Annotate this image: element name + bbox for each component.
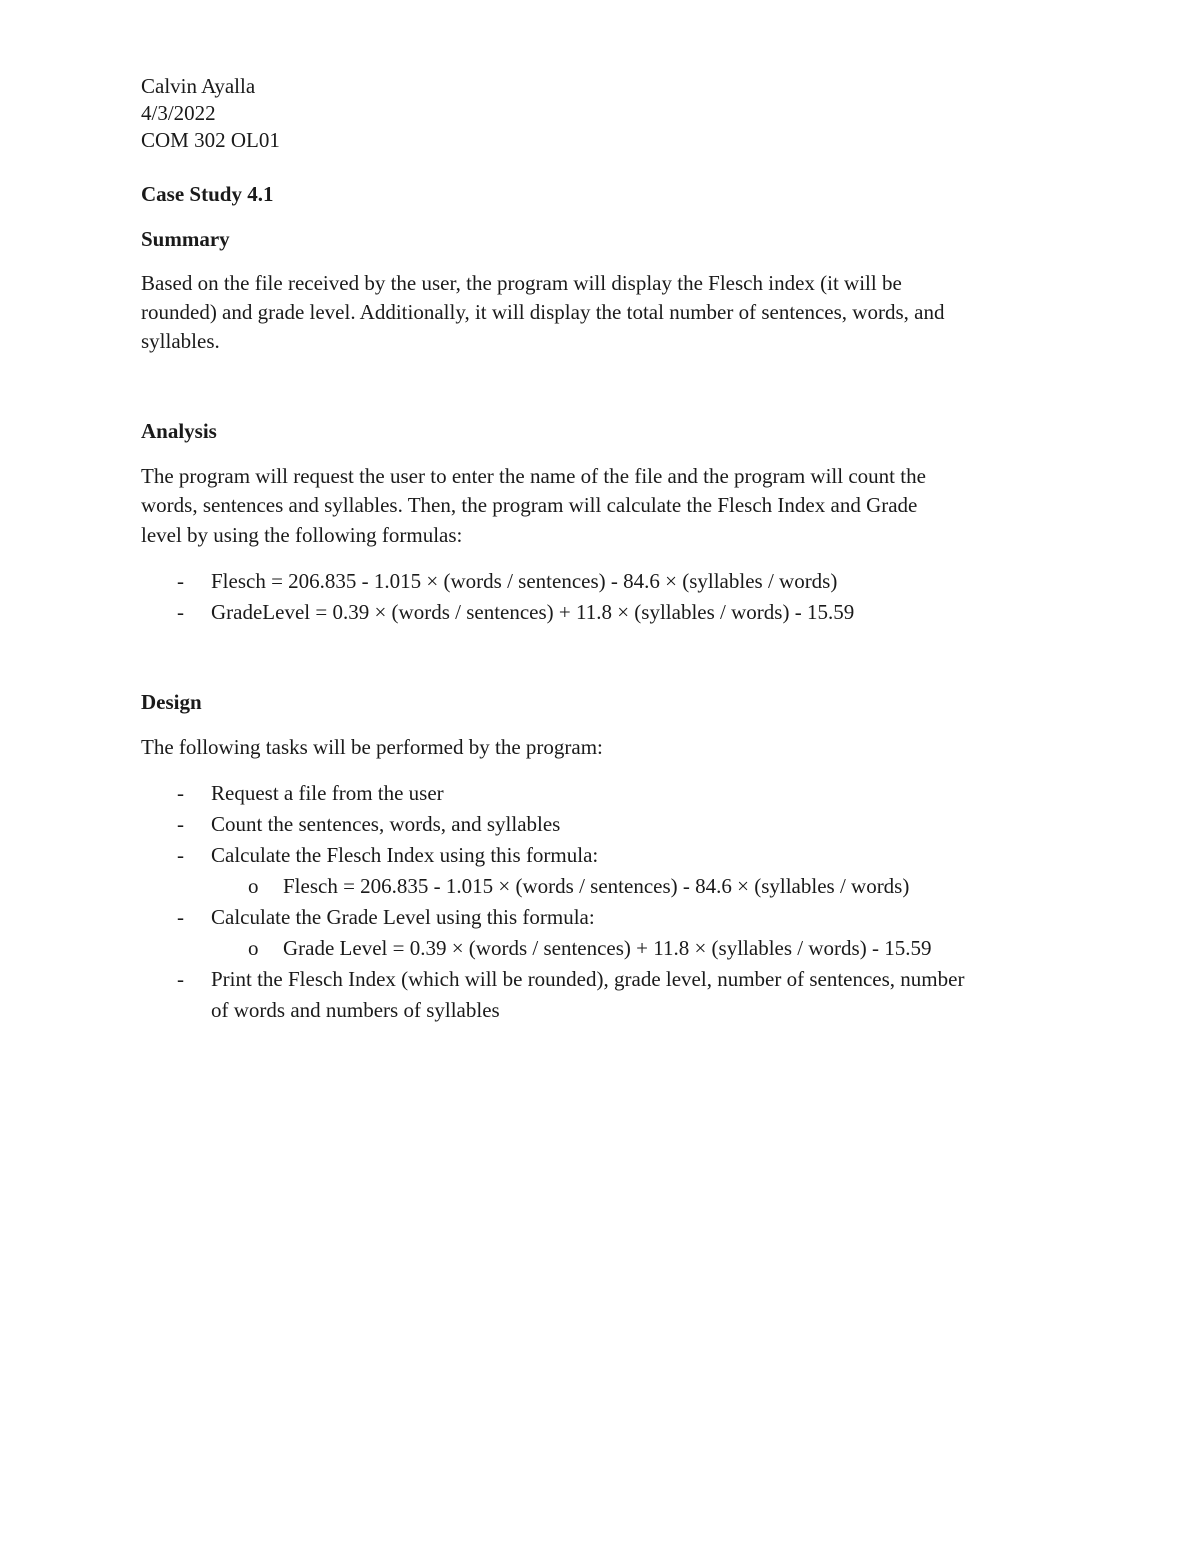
summary-line: syllables. (141, 329, 220, 353)
analysis-line: level by using the following formulas: (141, 523, 463, 547)
task-item: Count the sentences, words, and syllables (211, 812, 561, 836)
bullet-dash: - (177, 812, 184, 836)
design-heading: Design (141, 690, 202, 714)
task-item: Calculate the Grade Level using this formula: (211, 905, 595, 929)
task-subitem-formula: Grade Level = 0.39 × (words / sentences) + 11.8 × (syllables / words) - 15.59 (283, 936, 932, 960)
sub-bullet-o: o (248, 874, 259, 898)
analysis-line: The program will request the user to enter the name of the file and the program will count the (141, 464, 926, 488)
bullet-dash: - (177, 967, 184, 991)
summary-heading: Summary (141, 227, 230, 251)
analysis-line: words, sentences and syllables. Then, the program will calculate the Flesch Index and Grade (141, 493, 918, 517)
bullet-dash: - (177, 781, 184, 805)
summary-line: rounded) and grade level. Additionally, it will display the total number of sentences, words, and (141, 300, 945, 324)
document-date: 4/3/2022 (141, 101, 216, 125)
task-item: Print the Flesch Index (which will be rounded), grade level, number of sentences, number (211, 967, 965, 991)
author-name: Calvin Ayalla (141, 74, 256, 98)
task-item: Request a file from the user (211, 781, 444, 805)
formula-flesch: Flesch = 206.835 - 1.015 × (words / sentences) - 84.6 × (syllables / words) (211, 569, 838, 593)
design-intro: The following tasks will be performed by the program: (141, 735, 603, 759)
analysis-heading: Analysis (141, 419, 217, 443)
document-title: Case Study 4.1 (141, 182, 274, 206)
task-subitem-formula: Flesch = 206.835 - 1.015 × (words / sentences) - 84.6 × (syllables / words) (283, 874, 910, 898)
bullet-dash: - (177, 905, 184, 929)
course-code: COM 302 OL01 (141, 128, 280, 152)
bullet-dash: - (177, 569, 184, 593)
task-item-continuation: of words and numbers of syllables (211, 998, 500, 1022)
sub-bullet-o: o (248, 936, 259, 960)
summary-line: Based on the file received by the user, the program will display the Flesch index (it will be (141, 271, 902, 295)
formula-grade-level: GradeLevel = 0.39 × (words / sentences) + 11.8 × (syllables / words) - 15.59 (211, 600, 855, 624)
bullet-dash: - (177, 600, 184, 624)
task-item: Calculate the Flesch Index using this formula: (211, 843, 599, 867)
bullet-dash: - (177, 843, 184, 867)
